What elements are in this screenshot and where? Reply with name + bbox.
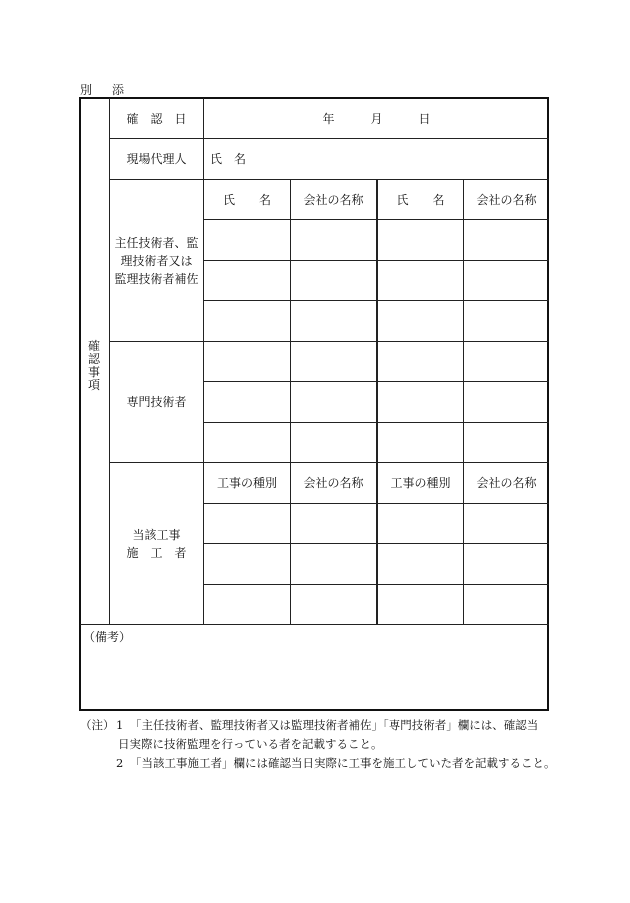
row-divider [203,543,549,544]
specialist-engineer-label: 専門技術者 [126,395,187,409]
row-divider [203,584,549,585]
contractor-label-line: 施 工 者 [126,545,187,560]
column-header-name: 氏 名 [222,192,271,207]
row-divider [203,422,549,423]
column-header-name: 氏 名 [396,192,445,207]
confirmation-items-label: 確認事項 [87,339,100,392]
note-1-text-continued: 日実際に技術監理を行っている者を記載すること。 [118,737,383,751]
chief-engineer-label-line: 監理技術者補佐 [114,271,199,286]
note-2-text: 「当該工事施工者」欄には確認当日実際に工事を施工していた者を記載すること。 [130,756,556,770]
remarks-divider [80,624,549,625]
row-divider [203,219,549,220]
row-divider [203,503,549,504]
chief-engineer-label-line: 理技術者又は [120,253,193,268]
attachment-label: 別 添 [80,83,129,97]
note-1-number: 1 [116,718,124,732]
column-header-company: 会社の名称 [303,476,364,490]
notes-marker: （注） [80,718,115,732]
row-divider [203,381,549,382]
note-2-number: 2 [116,756,124,770]
site-agent-label: 現場代理人 [126,152,187,166]
row-divider [203,260,549,261]
confirmation-date-field[interactable]: 年 月 日 [322,111,431,126]
chief-engineer-label [110,180,203,341]
column-divider-center [376,180,378,624]
chief-engineer-label-line: 主任技術者、監 [114,235,199,250]
column-header-company: 会社の名称 [303,192,364,207]
row-divider [203,300,549,301]
column-header-company: 会社の名称 [476,476,537,490]
remarks-label: （備考） [83,630,132,644]
contractor-label-line: 当該工事 [132,527,181,542]
site-agent-name-label: 氏 名 [210,152,247,166]
column-header-work-type: 工事の種別 [390,476,451,490]
column-divider-3 [463,180,464,624]
note-1-text: 「主任技術者、監理技術者又は監理技術者補佐」「専門技術者」欄には、確認当 [130,718,539,732]
column-header-work-type: 工事の種別 [216,476,277,490]
column-header-company: 会社の名称 [476,192,537,207]
confirmation-date-label: 確 認 日 [126,111,187,126]
label-column-divider [203,98,204,624]
contractor-label [110,463,203,624]
column-divider-1 [290,180,291,624]
